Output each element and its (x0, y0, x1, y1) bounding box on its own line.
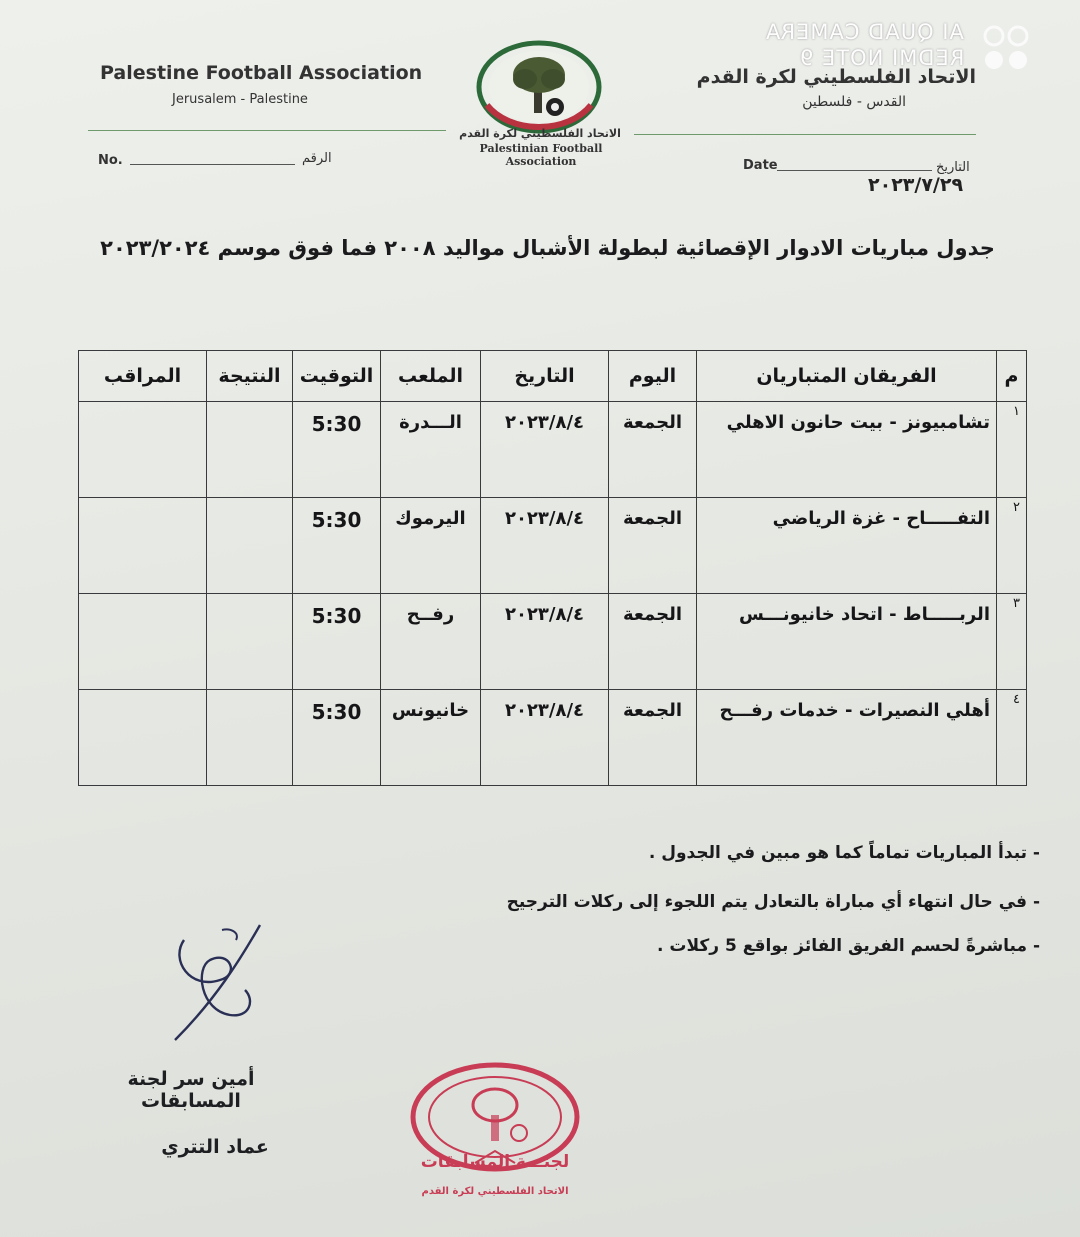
row-venue: الـــدرة (381, 402, 481, 498)
row-teams: الربـــــاط - اتحاد خانيونـــس (697, 594, 997, 690)
association-logo-icon (473, 35, 605, 135)
arabic-association-name: الاتحاد الفلسطيني لكرة القدم (696, 66, 976, 88)
note-five-kicks: - مباشرةً لحسم الفريق الفائز بواقع 5 ركلات . (657, 936, 1040, 956)
row-venue: رفــح (381, 594, 481, 690)
row-number: ٤ (997, 690, 1027, 786)
table-header-row (79, 351, 1027, 402)
row-time: 5:30 (293, 402, 381, 498)
row-teams: أهلي النصيرات - خدمات رفـــح (697, 690, 997, 786)
row-day: الجمعة (609, 690, 697, 786)
row-number: ١ (997, 402, 1027, 498)
watermark-line-1: AI QUAD CAMERA (765, 20, 964, 44)
row-venue: اليرموك (381, 498, 481, 594)
header-observer: المراقب (79, 351, 207, 402)
english-location: Jerusalem - Palestine (172, 92, 308, 107)
english-association-name: Palestine Football Association (100, 62, 423, 84)
stamp-committee-label: لجنـــة المسابقات (420, 1152, 570, 1172)
arabic-location: القدس - فلسطين (802, 94, 906, 110)
table-row (79, 402, 1027, 498)
row-time: 5:30 (293, 498, 381, 594)
row-time: 5:30 (293, 594, 381, 690)
stamp-footer-text: الاتحاد الفلسطيني لكرة القدم (421, 1186, 569, 1197)
signatory-name: عماد التتري (161, 1136, 269, 1158)
watermark-line-2: REDMI NOTE 9 (798, 46, 964, 70)
row-time: 5:30 (293, 690, 381, 786)
row-observer (79, 498, 207, 594)
row-day: الجمعة (609, 498, 697, 594)
row-observer (79, 402, 207, 498)
row-date: ٢٠٢٣/٨/٤ (481, 690, 609, 786)
date-label: Date (743, 158, 778, 173)
committee-stamp-icon (395, 1055, 595, 1205)
handwritten-signature (160, 920, 280, 1050)
row-day: الجمعة (609, 402, 697, 498)
header-venue: الملعب (381, 351, 481, 402)
camera-rings-icon (980, 22, 1036, 72)
date-value: ٢٠٢٣/٧/٢٩ (868, 174, 964, 196)
row-date: ٢٠٢٣/٨/٤ (481, 498, 609, 594)
logo-caption-arabic: الاتحاد الفلسطيني لكرة القدم (459, 127, 621, 140)
row-result (207, 594, 293, 690)
row-date: ٢٠٢٣/٨/٤ (481, 594, 609, 690)
header-day: اليوم (609, 351, 697, 402)
date-label-arabic: التاريخ (936, 160, 970, 175)
logo-caption-english: Palestinian Football Association (479, 142, 603, 168)
camera-watermark (716, 18, 1036, 72)
header-result: النتيجة (207, 351, 293, 402)
note-draw-penalties: - في حال انتهاء أي مباراة بالتعادل يتم اللجوء إلى ركلات الترجيح (506, 892, 1040, 912)
row-number: ٣ (997, 594, 1027, 690)
row-teams: تشامبيونز - بيت حانون الاهلي (697, 402, 997, 498)
row-result (207, 498, 293, 594)
match-schedule-table (78, 350, 1027, 786)
table-row (79, 594, 1027, 690)
header-time: التوقيت (293, 351, 381, 402)
header-teams: الفريقان المتباريان (697, 351, 997, 402)
row-date: ٢٠٢٣/٨/٤ (481, 402, 609, 498)
row-venue: خانيونس (381, 690, 481, 786)
table-row (79, 498, 1027, 594)
date-line (777, 170, 932, 171)
row-teams: التفـــــاح - غزة الرياضي (697, 498, 997, 594)
table-row (79, 690, 1027, 786)
row-number: ٢ (997, 498, 1027, 594)
row-result (207, 402, 293, 498)
reference-number-line (130, 164, 295, 165)
row-result (207, 690, 293, 786)
signatory-title: أمين سر لجنة المسابقات (127, 1068, 255, 1112)
reference-number-label-arabic: الرقم (302, 151, 332, 166)
row-day: الجمعة (609, 594, 697, 690)
document-title: جدول مباريات الادوار الإقصائية لبطولة الأشبال مواليد ٢٠٠٨ فما فوق موسم ٢٠٢٣/٢٠٢٤ (100, 236, 995, 260)
header-number: م (997, 351, 1027, 402)
row-observer (79, 690, 207, 786)
row-observer (79, 594, 207, 690)
reference-number-label: No. (98, 153, 123, 168)
header-divider-left (88, 130, 446, 131)
header-divider-right (634, 134, 976, 135)
header-date: التاريخ (481, 351, 609, 402)
note-start-time: - تبدأ المباريات تماماً كما هو مبين في الجدول . (648, 843, 1040, 863)
